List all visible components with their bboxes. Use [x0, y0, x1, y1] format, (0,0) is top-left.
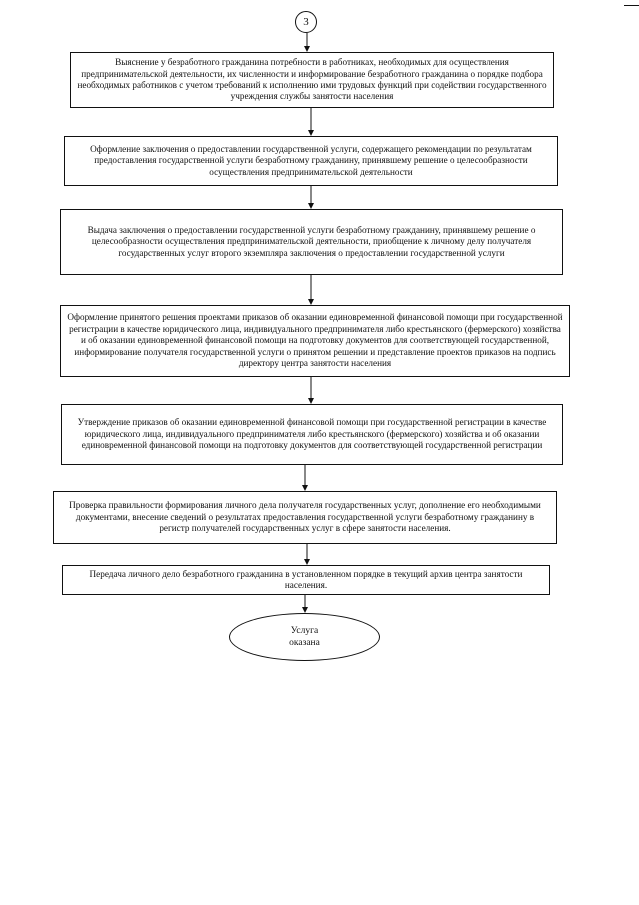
step-text-5: Утверждение приказов об оказании единовременной финансовой помощи при государственной регистрации в качестве юридического лица, индивидуального предпринимателя либо крестьянского (фермерского) хозяйства и об оказании единовременной финансовой помощи на подготовку документов для соответствующей государственной регистрации: [77, 417, 547, 451]
step-box-5: [61, 404, 563, 465]
step-text-4: Оформление принятого решения проектами приказов об оказании единовременной финансовой помощи при государственной регистрации в качестве юридического лица, индивидуального предпринимателя либо крестьянского (фермерского) хозяйства и об оказании единовременной финансовой помощи на подготовку документов для соответствующей государственной, информирование получателя государственной услуги о принятом решении и представление проектов приказов на подпись директору центра занятости населения: [67, 312, 563, 369]
step-text-2: Оформление заключения о предоставлении государственной услуги, содержащего рекомендации по результатам предоставления государственной услуги безработному гражданину, принявшему решение о целесообразности осуществления предпринимательской деятельности: [90, 143, 532, 177]
step-box-6: [53, 491, 557, 544]
end-terminator: [229, 613, 380, 661]
step-box-7: [62, 565, 550, 595]
step-text-3: Выдача заключения о предоставлении государственной услуги безработному гражданину, принявшему решение о целесообразности осуществления предпринимательской деятельности, приобщение к личному делу получателя государственных услуг второго экземпляра заключения о предоставлении государственной услуги: [87, 224, 536, 258]
step-box-1: [70, 52, 554, 108]
step-text-7: Передача личного дело безработного гражданина в установленном порядке в текущий архив центра занятости населения.: [89, 568, 523, 590]
step-text-1: Выяснение у безработного гражданина потребности в работниках, необходимых для осуществления предпринимательской деятельности, их численности и информирование безработного гражданина о порядке подбора необходимых работников с учетом требований к исполнению ими трудовых функций при содействии государственного учреждения службы занятости населения: [77, 57, 547, 102]
start-connector: 3: [295, 11, 317, 33]
step-box-4: [60, 305, 570, 377]
end-label: Услуга оказана: [289, 626, 320, 648]
step-box-3: [60, 209, 563, 275]
step-text-6: Проверка правильности формирования личного дела получателя государственных услуг, дополнение его необходимыми документами, внесение сведений о результатах предоставления государственной услуги безработному гражданину в регистр получателей государственных услуг в сфере занятости населения.: [69, 500, 541, 534]
step-box-2: [64, 136, 558, 186]
